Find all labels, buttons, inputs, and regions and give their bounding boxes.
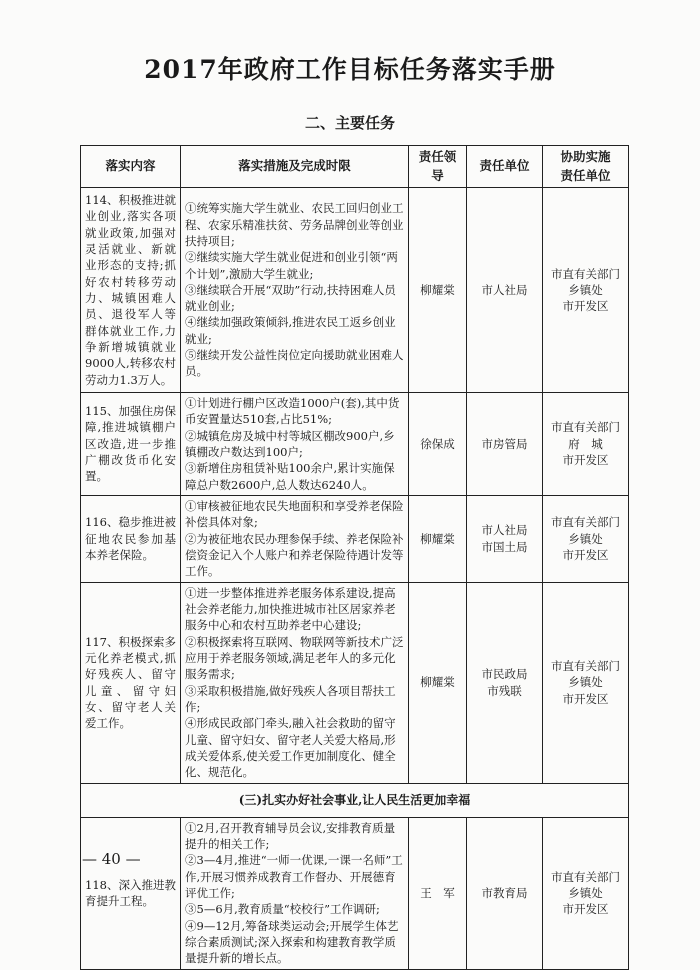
assist-unit-name: 市直有关部门: [551, 869, 620, 884]
measure-item: ①2月,召开教育辅导员会议,安排教育质量提升的相关工作;: [185, 820, 396, 851]
task-measures: [181, 817, 409, 969]
header-measures: 落实措施及完成时限: [181, 146, 409, 188]
assist-unit-name: 乡镇处: [568, 675, 603, 690]
table-header-row: [81, 146, 629, 188]
measure-item: ②城镇危房及城中村等城区棚改900户,乡镇棚改户数达到100户;: [185, 428, 395, 459]
subsection-heading: (三)扎实办好社会事业,让人民生活更加幸福: [81, 783, 629, 817]
measure-item: ①计划进行棚户区改造1000户(套),其中货币安置量达510套,占比51%;: [185, 396, 400, 427]
assisting-units: [543, 495, 629, 582]
measure-item: ①进一步整体推进养老服务体系建设,提高社会养老能力,加快推进城市社区居家养老服务中心和农村互助养老中心建设;: [185, 585, 396, 633]
assist-unit-name: 市直有关部门: [551, 420, 620, 435]
table-row: [81, 582, 629, 783]
assist-unit-name: 市开发区: [562, 453, 609, 468]
responsible-leader: 柳耀棠: [409, 582, 467, 783]
task-table: [80, 145, 629, 970]
measure-item: ③采取积极措施,做好残疾人各项目帮扶工作;: [185, 683, 396, 714]
measure-item: ③新增住房租赁补贴100余户,累计实施保障总户数2600户,总人数达6240人。: [185, 461, 395, 492]
measure-item: ②3—4月,推进“一师一优课,一课一名师”工作,开展习惯养成教育工作督办、开展德育评优工作;: [185, 853, 403, 900]
responsible-unit: [467, 495, 543, 582]
assist-unit-name: 府 城: [568, 436, 603, 451]
unit-name: 市教育局: [481, 885, 528, 900]
task-measures: [181, 188, 409, 393]
unit-name: 市民政局: [481, 667, 528, 682]
measure-item: ①审核被征地农民失地面积和享受养老保险补偿具体对象;: [185, 498, 404, 530]
measure-item: ③5—6月,教育质量“校校行”工作调研;: [185, 902, 380, 917]
assist-unit-name: 乡镇处: [568, 282, 603, 297]
assisting-units: [543, 393, 629, 496]
measure-item: ④继续加强政策倾斜,推进农民工返乡创业就业;: [185, 315, 396, 346]
task-measures: [181, 582, 409, 783]
assist-unit-name: 市开发区: [562, 299, 609, 314]
measure-item: ②积极探索将互联网、物联网等新技术广泛应用于养老服务领域,满足老年人的多元化服务需求;: [185, 634, 404, 682]
responsible-leader: 王 军: [409, 817, 467, 969]
responsible-unit: [467, 582, 543, 783]
header-content: 落实内容: [81, 146, 181, 188]
unit-name: 市残联: [487, 683, 522, 698]
table-row: [81, 188, 629, 393]
document-title: 2017年政府工作目标任务落实手册: [144, 55, 556, 84]
measure-item: ④形成民政部门牵头,融入社会救助的留守儿童、留守妇女、留守老人关爱大格局,形成关爱体系,使关爱工作更加制度化、健全化、规范化。: [185, 716, 396, 780]
task-measures: [181, 393, 409, 496]
unit-name: 市人社局: [481, 282, 528, 297]
task-measures: [181, 495, 409, 582]
task-content: 118、深入推进教育提升工程。: [81, 817, 181, 969]
assist-unit-name: 乡镇处: [568, 531, 603, 546]
assist-unit-name: 市直有关部门: [551, 266, 620, 281]
table-row: [81, 393, 629, 496]
measure-item: ③继续联合开展“双助”行动,扶持困难人员就业创业;: [185, 282, 396, 314]
task-content: 116、稳步推进被征地农民参加基本养老保险。: [81, 495, 181, 582]
header-assist: 协助实施责任单位: [543, 146, 629, 188]
assisting-units: [543, 817, 629, 969]
responsible-leader: 柳耀棠: [409, 495, 467, 582]
responsible-leader: 徐保成: [409, 393, 467, 496]
assist-unit-name: 市开发区: [562, 902, 609, 917]
responsible-unit: [467, 393, 543, 496]
task-content: 115、加强住房保障,推进城镇棚户区改造,进一步推广棚改货币化安置。: [81, 393, 181, 496]
assist-unit-name: 市直有关部门: [551, 515, 620, 530]
task-content: 117、积极探索多元化养老模式,抓好残疾人、留守儿童、留守妇女、留守老人关爱工作。: [81, 582, 181, 783]
assist-unit-name: 市开发区: [562, 691, 609, 706]
unit-name: 市国土局: [481, 539, 528, 554]
page-number: — 40 —: [82, 850, 141, 868]
table-row: [81, 495, 629, 582]
unit-name: 市人社局: [481, 523, 528, 538]
assist-unit-name: 市直有关部门: [551, 659, 620, 674]
subsection-row: [81, 783, 629, 817]
assisting-units: [543, 188, 629, 393]
measure-item: ②继续实施大学生就业促进和创业引领“两个计划”,激励大学生就业;: [185, 250, 398, 281]
header-leader: 责任领导: [409, 146, 467, 188]
responsible-unit: [467, 188, 543, 393]
table-row: [81, 817, 629, 969]
measure-item: ⑤继续开发公益性岗位定向援助就业困难人员。: [185, 348, 404, 379]
header-unit: 责任单位: [467, 146, 543, 188]
responsible-leader: 柳耀棠: [409, 188, 467, 393]
responsible-unit: [467, 817, 543, 969]
section-title: 二、主要任务: [304, 114, 395, 132]
assist-unit-name: 乡镇处: [568, 885, 603, 900]
measure-item: ②为被征地农民办理参保手续、养老保险补偿资金记入个人账户和养老保险待遇计发等工作。: [185, 531, 404, 579]
assist-unit-name: 市开发区: [562, 547, 609, 562]
task-content: 114、积极推进就业创业,落实各项就业政策,加强对灵活就业、新就业形态的支持;抓好农村转移劳动力、城镇困难人员、退役军人等群体就业工作,力争新增城镇就业9000人,转移农村劳动力1.3万人。: [81, 188, 181, 393]
measure-item: ④9—12月,筹备球类运动会;开展学生体艺综合素质测试;深入探索和构建教育教学质量提升新的增长点。: [185, 918, 399, 966]
unit-name: 市房管局: [481, 436, 528, 451]
assisting-units: [543, 582, 629, 783]
measure-item: ①统筹实施大学生就业、农民工回归创业工程、农家乐精准扶贫、劳务品牌创业等创业扶持项目;: [185, 201, 404, 248]
